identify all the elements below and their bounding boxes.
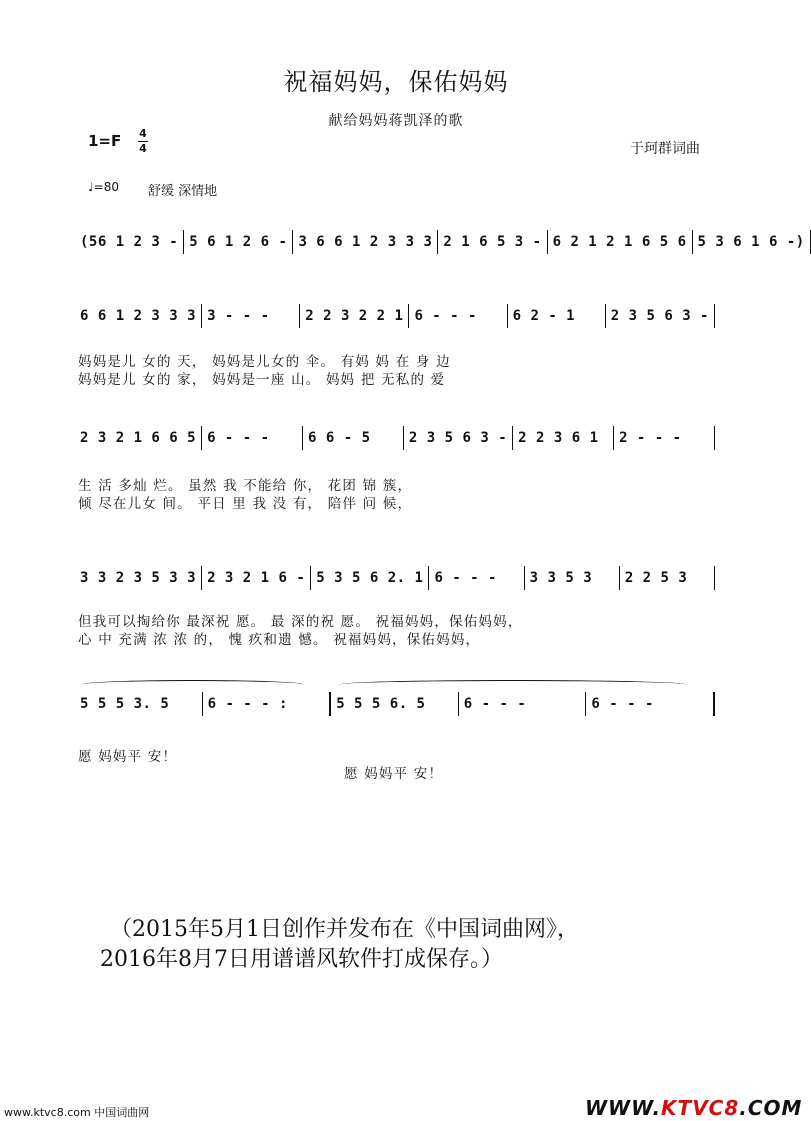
measure: 6 - - - :	[207, 696, 288, 712]
time-signature	[138, 128, 148, 155]
measure: 2 3 5 6 3 -	[408, 430, 508, 446]
measure: 5 3 5 6 2. 1	[316, 570, 424, 586]
measure: 2 2 3 6 1	[518, 430, 599, 446]
measure: 3 3 5 3	[529, 570, 593, 586]
measure: 5 3 6 1 6 -)	[697, 234, 805, 250]
footer-right-suffix: .COM	[739, 1096, 803, 1120]
page-title: 祝福妈妈，保佑妈妈	[283, 68, 509, 96]
measure: 2 3 2 1 6 6 5	[80, 430, 197, 446]
staff-line-3	[80, 424, 720, 452]
measure: 6 - - -	[434, 570, 497, 586]
page-subtitle: 献给妈妈蒋凯泽的歌	[328, 113, 464, 129]
footer-right-watermark	[585, 1096, 802, 1120]
measure: 6 6 - 5	[308, 430, 371, 446]
measure: 2 - - -	[619, 430, 682, 446]
measure: 6 2 - 1	[512, 308, 576, 324]
measure: 2 1 6 5 3 -	[443, 234, 542, 250]
author-credit: 于珂群词曲	[630, 141, 700, 157]
staff-line-4	[80, 564, 720, 592]
staff-line-1	[80, 228, 805, 256]
measure: 3 6 6 1 2 3 3 3	[298, 234, 433, 250]
footer-right-prefix: WWW.	[585, 1096, 662, 1120]
staff-line-5	[80, 690, 720, 718]
lyric-line-4a: 但我可以掏给你 最深祝 愿。 最 深的祝 愿。 祝福妈妈，保佑妈妈，	[78, 614, 523, 630]
mood-marking: 舒缓 深情地	[148, 184, 218, 199]
lyric-line-4b: 心 中 充满 浓 浓 的， 愧 疚和遗 憾。 祝福妈妈，保佑妈妈，	[78, 632, 481, 648]
staff-line-2	[80, 302, 720, 330]
measure: 2 2 3 2 2 1	[305, 308, 404, 324]
note-line-1: （2015年5月1日创作并发布在《中国词曲网》，	[110, 917, 579, 942]
measure: 6 6 1 2 3 3 3	[80, 308, 197, 324]
lyric-line-5a: 愿 妈妈平 安！	[78, 749, 178, 765]
key-signature: 1=F	[88, 132, 122, 150]
measure: 5 6 1 2 6 -	[189, 234, 288, 250]
lyric-line-3a: 生 活 多灿 烂。 虽然 我 不能给 你， 花团 锦 簇，	[78, 478, 413, 494]
measure: 3 3 2 3 5 3 3	[80, 570, 197, 586]
note-line-2: 2016年8月7日用谱谱风软件打成保存。）	[100, 947, 503, 972]
lyric-line-3b: 倾 尽在儿女 间。 平日 里 我 没 有， 陪伴 问 候，	[78, 496, 413, 512]
measure: 3 - - -	[207, 308, 270, 324]
measure: 2 3 2 1 6 -	[207, 570, 306, 586]
measure: 6 - - -	[414, 308, 477, 324]
measure: 2 3 5 6 3 -	[610, 308, 709, 324]
measure: 5 5 5 3. 5	[80, 696, 170, 712]
measure: 6 - - -	[463, 696, 527, 712]
measure: (56 1 2 3 -	[80, 234, 179, 250]
measure: 2 2 5 3	[624, 570, 688, 586]
measure: 6 2 1 2 1 6 5 6	[552, 234, 687, 250]
tempo-marking: ♩=80	[88, 180, 119, 194]
measure: 5 5 5 6. 5	[336, 696, 426, 712]
lyric-line-2a: 妈妈是儿 女的 天， 妈妈是儿女的 伞。 有妈 妈 在 身 边	[78, 354, 451, 370]
measure: 6 - - -	[207, 430, 270, 446]
lyric-line-2b: 妈妈是儿 女的 家， 妈妈是一座 山。 妈妈 把 无私的 爱	[78, 372, 446, 388]
lyric-line-5b: 愿 妈妈平 安！	[344, 766, 444, 782]
footer-right-highlight: KTVC8	[661, 1096, 740, 1120]
footer-left-watermark: www.ktvc8.com 中国词曲网	[4, 1106, 150, 1119]
time-signature-bottom: 4	[139, 142, 147, 155]
measure: 6 - - -	[591, 696, 654, 712]
time-signature-top: 4	[139, 127, 147, 140]
